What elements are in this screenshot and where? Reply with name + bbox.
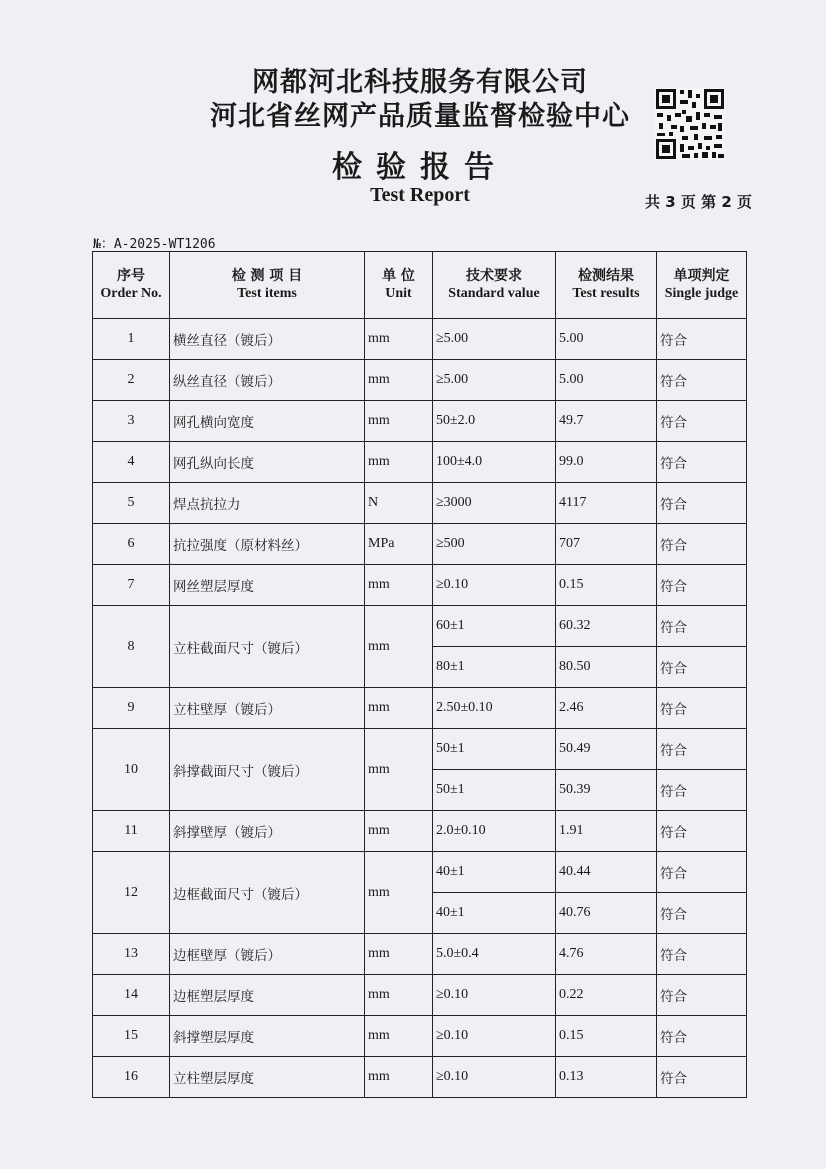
table-row <box>93 606 747 647</box>
test-result-cell: 0.13 <box>556 1057 657 1098</box>
order-no-cell: 11 <box>93 811 170 852</box>
order-no-cell: 13 <box>93 934 170 975</box>
test-result-cell: 5.00 <box>556 319 657 360</box>
test-result-cell: 0.15 <box>556 565 657 606</box>
standard-value-cell: 2.0±0.10 <box>433 811 556 852</box>
test-item-cell: 斜撑壁厚（镀后） <box>170 811 365 852</box>
test-result-cell: 80.50 <box>556 647 657 688</box>
single-judge-cell: 符合 <box>657 647 747 688</box>
single-judge-cell: 符合 <box>657 975 747 1016</box>
test-item-cell: 立柱壁厚（镀后） <box>170 688 365 729</box>
test-result-cell: 50.39 <box>556 770 657 811</box>
test-result-cell: 60.32 <box>556 606 657 647</box>
standard-value-cell: ≥0.10 <box>433 975 556 1016</box>
unit-cell: mm <box>365 975 433 1016</box>
test-result-cell: 50.49 <box>556 729 657 770</box>
test-item-cell: 斜撑塑层厚度 <box>170 1016 365 1057</box>
single-judge-cell: 符合 <box>657 1016 747 1057</box>
order-no-cell: 6 <box>93 524 170 565</box>
table-row <box>93 1057 747 1098</box>
standard-value-cell: 40±1 <box>433 893 556 934</box>
test-item-cell: 网孔横向宽度 <box>170 401 365 442</box>
standard-value-cell: 50±1 <box>433 770 556 811</box>
single-judge-cell: 符合 <box>657 811 747 852</box>
test-item-cell: 纵丝直径（镀后） <box>170 360 365 401</box>
table-row <box>93 524 747 565</box>
table-row <box>93 360 747 401</box>
test-result-cell: 99.0 <box>556 442 657 483</box>
standard-value-cell: 60±1 <box>433 606 556 647</box>
standard-value-cell: 40±1 <box>433 852 556 893</box>
order-no-cell: 10 <box>93 729 170 811</box>
single-judge-cell: 符合 <box>657 524 747 565</box>
unit-cell: mm <box>365 1016 433 1057</box>
report-title-en: Test Report <box>370 184 470 206</box>
unit-cell: mm <box>365 442 433 483</box>
table-row <box>93 852 747 893</box>
single-judge-cell: 符合 <box>657 852 747 893</box>
column-header-cn: 检测结果 <box>578 268 634 284</box>
standard-value-cell: 100±4.0 <box>433 442 556 483</box>
table-row <box>93 811 747 852</box>
test-results-table <box>92 251 747 1098</box>
test-result-cell: 707 <box>556 524 657 565</box>
page-indicator: 共 3 页 第 2 页 <box>645 193 752 211</box>
column-header-en: Standard value <box>448 286 540 301</box>
unit-cell: mm <box>365 852 433 934</box>
unit-cell: mm <box>365 565 433 606</box>
single-judge-cell: 符合 <box>657 934 747 975</box>
order-no-cell: 3 <box>93 401 170 442</box>
unit-cell: MPa <box>365 524 433 565</box>
standard-value-cell: ≥0.10 <box>433 1016 556 1057</box>
column-header-en: Single judge <box>664 286 739 301</box>
standard-value-cell: ≥500 <box>433 524 556 565</box>
order-no-cell: 4 <box>93 442 170 483</box>
column-header-cn: 技术要求 <box>466 268 522 284</box>
qr-code-icon <box>655 88 725 160</box>
standard-value-cell: 5.0±0.4 <box>433 934 556 975</box>
test-item-cell: 边框壁厚（镀后） <box>170 934 365 975</box>
column-header-en: Order No. <box>100 286 162 301</box>
test-item-cell: 焊点抗拉力 <box>170 483 365 524</box>
column-header-en: Test items <box>237 286 297 301</box>
test-item-cell: 边框塑层厚度 <box>170 975 365 1016</box>
test-item-cell: 网孔纵向长度 <box>170 442 365 483</box>
column-header-en: Unit <box>385 286 412 301</box>
test-result-cell: 5.00 <box>556 360 657 401</box>
test-result-cell: 49.7 <box>556 401 657 442</box>
test-item-cell: 横丝直径（镀后） <box>170 319 365 360</box>
order-no-cell: 14 <box>93 975 170 1016</box>
table-row <box>93 483 747 524</box>
unit-cell: mm <box>365 729 433 811</box>
report-number: №：A-2025-WT1206 <box>93 237 216 252</box>
single-judge-cell: 符合 <box>657 729 747 770</box>
standard-value-cell: 80±1 <box>433 647 556 688</box>
test-item-cell: 立柱截面尺寸（镀后） <box>170 606 365 688</box>
table-row <box>93 565 747 606</box>
single-judge-cell: 符合 <box>657 360 747 401</box>
test-item-cell: 抗拉强度（原材料丝） <box>170 524 365 565</box>
table-row <box>93 442 747 483</box>
organization-name: 网都河北科技服务有限公司 <box>252 67 588 98</box>
unit-cell: mm <box>365 401 433 442</box>
order-no-cell: 5 <box>93 483 170 524</box>
table-row <box>93 729 747 770</box>
test-result-cell: 40.44 <box>556 852 657 893</box>
single-judge-cell: 符合 <box>657 565 747 606</box>
test-result-cell: 4117 <box>556 483 657 524</box>
report-header <box>0 0 826 252</box>
test-result-cell: 0.15 <box>556 1016 657 1057</box>
single-judge-cell: 符合 <box>657 401 747 442</box>
column-header-standard-value <box>433 252 556 319</box>
order-no-cell: 16 <box>93 1057 170 1098</box>
order-no-cell: 9 <box>93 688 170 729</box>
standard-value-cell: ≥0.10 <box>433 1057 556 1098</box>
single-judge-cell: 符合 <box>657 1057 747 1098</box>
column-header-en: Test results <box>572 286 640 301</box>
test-item-cell: 立柱塑层厚度 <box>170 1057 365 1098</box>
table-header-row <box>93 252 747 319</box>
test-result-cell: 2.46 <box>556 688 657 729</box>
unit-cell: mm <box>365 360 433 401</box>
table-row <box>93 401 747 442</box>
unit-cell: mm <box>365 934 433 975</box>
unit-cell: mm <box>365 319 433 360</box>
order-no-cell: 2 <box>93 360 170 401</box>
unit-cell: mm <box>365 688 433 729</box>
column-header-test-results <box>556 252 657 319</box>
table-row <box>93 1016 747 1057</box>
unit-cell: mm <box>365 1057 433 1098</box>
test-result-cell: 1.91 <box>556 811 657 852</box>
column-header-cn: 单 位 <box>382 268 415 284</box>
order-no-cell: 7 <box>93 565 170 606</box>
order-no-cell: 1 <box>93 319 170 360</box>
single-judge-cell: 符合 <box>657 688 747 729</box>
test-result-cell: 4.76 <box>556 934 657 975</box>
inspection-center-name: 河北省丝网产品质量监督检验中心 <box>210 101 630 132</box>
unit-cell: mm <box>365 606 433 688</box>
test-item-cell: 边框截面尺寸（镀后） <box>170 852 365 934</box>
test-item-cell: 网丝塑层厚度 <box>170 565 365 606</box>
table-row <box>93 934 747 975</box>
column-header-unit <box>365 252 433 319</box>
table-body <box>93 319 747 1098</box>
report-title-cn: 检验报告 <box>332 150 508 185</box>
unit-cell: N <box>365 483 433 524</box>
standard-value-cell: ≥5.00 <box>433 319 556 360</box>
test-item-cell: 斜撑截面尺寸（镀后） <box>170 729 365 811</box>
table-row <box>93 688 747 729</box>
column-header-cn: 序号 <box>117 268 145 284</box>
column-header-cn: 单项判定 <box>673 268 730 284</box>
table-row <box>93 975 747 1016</box>
test-result-cell: 40.76 <box>556 893 657 934</box>
standard-value-cell: 50±2.0 <box>433 401 556 442</box>
order-no-cell: 15 <box>93 1016 170 1057</box>
single-judge-cell: 符合 <box>657 442 747 483</box>
column-header-single-judge <box>657 252 747 319</box>
standard-value-cell: 50±1 <box>433 729 556 770</box>
standard-value-cell: ≥5.00 <box>433 360 556 401</box>
single-judge-cell: 符合 <box>657 606 747 647</box>
single-judge-cell: 符合 <box>657 319 747 360</box>
single-judge-cell: 符合 <box>657 893 747 934</box>
column-header-order-no <box>93 252 170 319</box>
standard-value-cell: ≥3000 <box>433 483 556 524</box>
single-judge-cell: 符合 <box>657 483 747 524</box>
order-no-cell: 12 <box>93 852 170 934</box>
order-no-cell: 8 <box>93 606 170 688</box>
standard-value-cell: ≥0.10 <box>433 565 556 606</box>
unit-cell: mm <box>365 811 433 852</box>
single-judge-cell: 符合 <box>657 770 747 811</box>
standard-value-cell: 2.50±0.10 <box>433 688 556 729</box>
table-row <box>93 319 747 360</box>
test-result-cell: 0.22 <box>556 975 657 1016</box>
column-header-cn: 检 测 项 目 <box>231 268 303 284</box>
column-header-test-items <box>170 252 365 319</box>
